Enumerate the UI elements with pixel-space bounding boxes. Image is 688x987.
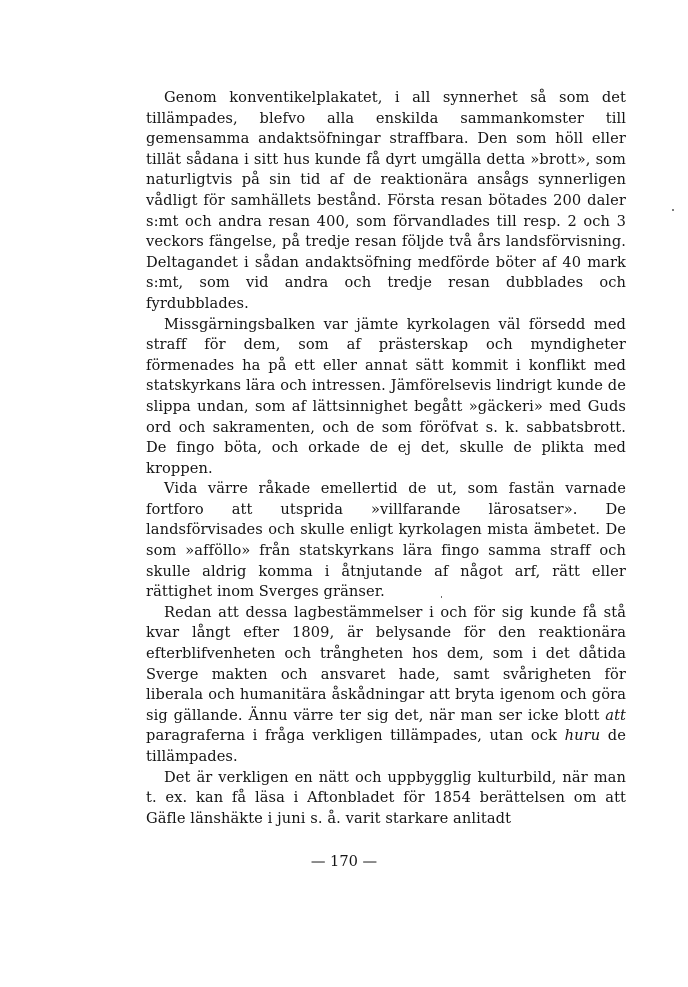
page-number: — 170 — <box>310 853 378 870</box>
emphasis-huru: huru <box>564 727 601 745</box>
paragraph-3: Vida värre råkade emellertid de ut, som fastän varnade fortforo att utsprida »villfarande lärosatser». De landsförvisades och skulle enligt kyrkolagen mista ämbetet. De som »afföllo» från statskyrkans lära fingo samma straff och skulle aldrig komma i åtnjutande af något arf, rätt eller rättighet inom Sverges gränser. <box>146 480 626 601</box>
paragraph-4: Redan att dessa lagbestämmelser i och för sig kunde få stå kvar långt efter 1809, är belysande för den reaktionära efterblifvenheten och trångheten hos dem, som i det dåtida Sverge makten och ansvaret hade, samt svårigheten för liberala och humanitära åskådningar att bryta igenom och göra sig gällande. Ännu värre ter sig det, när man ser icke blott att paragraferna i fråga verkligen tillämpades, utan ock huru de tillämpades. <box>146 603 626 765</box>
print-speck <box>672 209 674 211</box>
body-text <box>146 88 626 829</box>
print-speck <box>441 596 442 598</box>
paragraph-5: Det är verkligen en nätt och uppbygglig kulturbild, när man t. ex. kan få läsa i Aftonbladet för 1854 berättelsen om att Gäfle länshäkte i juni s. å. varit starkare anlitadt <box>146 768 626 827</box>
paragraph-1: Genom konventikelplakatet, i all synnerhet så som det tillämpades, blefvo alla enskilda sammankomster till gemensamma andaktsöfningar straffbara. Den som höll eller tillät sådana i sitt hus kunde få dyrt umgälla detta »brott», som naturligtvis på sin tid af de reaktionära ansågs synnerligen vådligt för samhällets bestånd. Första resan bötades 200 daler s:mt och andra resan 400, som förvandlades till resp. 2 och 3 veckors fängelse, på tredje resan följde två års landsförvisning. Deltagandet i sådan andaktsöfning medförde böter af 40 mark s:mt, som vid andra och tredje resan dubblades och fyrdubblades. <box>146 89 626 312</box>
emphasis-att: att <box>605 706 626 724</box>
paragraph-2: Missgärningsbalken var jämte kyrkolagen väl försedd med straff för dem, som af prästerskap och myndigheter förmenades ha på ett eller annat sätt kommit i konflikt med statskyrkans lära och intressen. Jämförelsevis lindrigt kunde de slippa undan, som af lättsinnighet begått »gäckeri» med Guds ord och sakramenten, och de som föröfvat s. k. sabbatsbrott. De fingo böta, och orkade de ej det, skulle de plikta med kroppen. <box>146 315 626 477</box>
